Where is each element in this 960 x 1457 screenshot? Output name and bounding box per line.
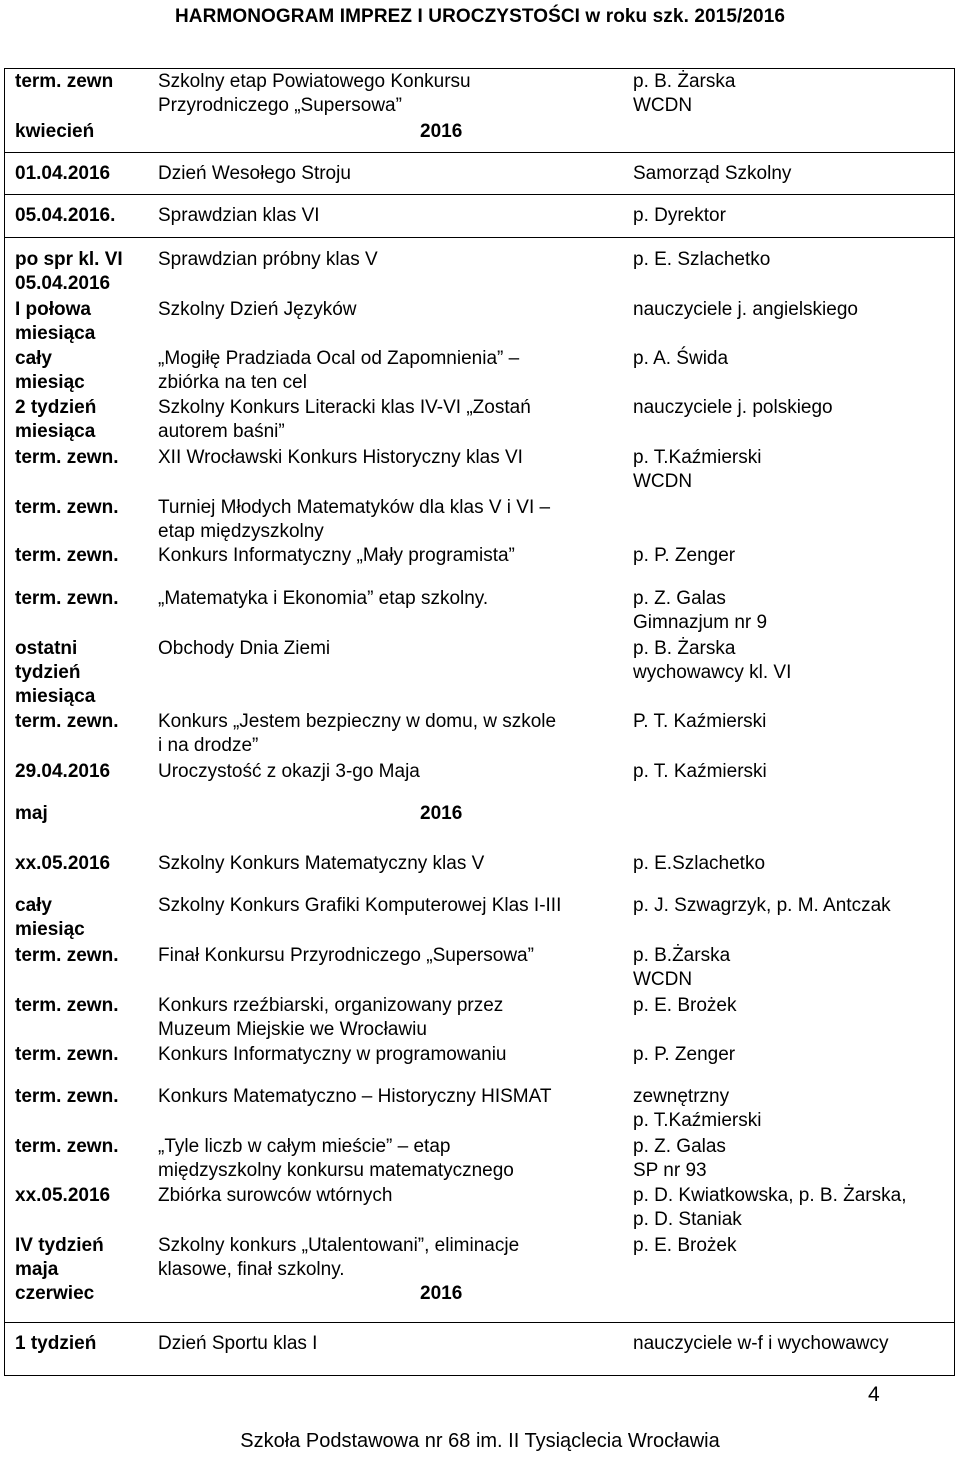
date-cell [15, 162, 110, 186]
date-line: term. zewn. [15, 945, 119, 966]
date-cell [15, 248, 123, 296]
date-line: 2 tydzień [15, 397, 97, 418]
event-line: Konkurs Informatyczny w programowaniu [158, 1044, 507, 1065]
date-line: term. zewn. [15, 1086, 119, 1107]
responsible-line: p. B. Żarska [633, 638, 736, 659]
date-line: 29.04.2016 [15, 761, 111, 782]
date-cell [15, 396, 96, 444]
responsible-line: WCDN [633, 95, 693, 116]
event-cell [158, 710, 556, 758]
date-line: I połowa [15, 299, 91, 320]
responsible-cell [633, 1184, 906, 1232]
date-line: term. zewn. [15, 588, 119, 609]
date-line: 1 tydzień [15, 1333, 97, 1354]
event-line: etap międzyszkolny [158, 521, 324, 542]
event-line: Konkurs rzeźbiarski, organizowany przez [158, 995, 504, 1016]
event-line: i na drodze” [158, 735, 259, 756]
event-line: „Tyle liczb w całym mieście” – etap [158, 1136, 451, 1157]
event-line: Sprawdzian próbny klas V [158, 249, 378, 270]
responsible-cell [633, 852, 765, 876]
date-line: term. zewn. [15, 447, 119, 468]
responsible-line: nauczyciele j. polskiego [633, 397, 833, 418]
event-cell [158, 446, 523, 470]
responsible-cell [633, 204, 726, 228]
responsible-line: p. E.Szlachetko [633, 853, 766, 874]
responsible-line: p. Z. Galas [633, 1136, 726, 1157]
date-line: IV tydzień [15, 1235, 104, 1256]
date-cell [15, 1184, 110, 1208]
date-line: miesiąc [15, 919, 85, 940]
responsible-cell [633, 70, 735, 118]
date-cell [15, 587, 118, 611]
responsible-line: p. Dyrektor [633, 205, 726, 226]
responsible-line: p. Z. Galas [633, 588, 726, 609]
event-cell [158, 248, 378, 272]
responsible-cell [633, 1234, 737, 1258]
responsible-line: P. T. Kaźmierski [633, 711, 767, 732]
event-cell [158, 1234, 519, 1282]
responsible-cell [633, 587, 767, 635]
event-line: XII Wrocławski Konkurs Historyczny klas VI [158, 447, 523, 468]
date-line: miesiąca [15, 686, 96, 707]
responsible-cell [633, 1085, 761, 1133]
table-rule [5, 237, 955, 238]
responsible-line: Gimnazjum nr 9 [633, 612, 768, 633]
event-line: Dzień Wesołego Stroju [158, 163, 351, 184]
responsible-line: p. E. Brożek [633, 995, 737, 1016]
event-line: międzyszkolny konkursu matematycznego [158, 1160, 514, 1181]
event-cell [158, 162, 351, 186]
date-line: term. zewn. [15, 1136, 119, 1157]
date-line: ostatni [15, 638, 78, 659]
event-line: Szkolny Konkurs Matematyczny klas V [158, 853, 485, 874]
responsible-cell [633, 637, 791, 685]
event-line: Finał Konkursu Przyrodniczego „Supersowa” [158, 945, 534, 966]
responsible-cell [633, 1332, 889, 1356]
responsible-line: p. T. Kaźmierski [633, 761, 767, 782]
date-cell [15, 852, 110, 876]
date-cell [15, 1043, 118, 1067]
date-cell [15, 446, 118, 470]
date-line: term. zewn. [15, 1044, 119, 1065]
date-line: 01.04.2016 [15, 163, 111, 184]
date-cell [15, 944, 118, 968]
event-cell [158, 347, 519, 395]
event-cell [158, 760, 420, 784]
date-line: xx.05.2016 [15, 853, 111, 874]
event-line: Zbiórka surowców wtórnych [158, 1185, 393, 1206]
responsible-line: WCDN [633, 471, 693, 492]
event-line: Szkolny konkurs „Utalentowani”, eliminacje [158, 1235, 520, 1256]
date-line: term. zewn. [15, 497, 119, 518]
event-cell [158, 298, 357, 322]
event-line: Szkolny Konkurs Grafiki Komputerowej Klas I-III [158, 895, 562, 916]
event-line: Szkolny Dzień Języków [158, 299, 357, 320]
event-line: Szkolny etap Powiatowego Konkursu [158, 71, 471, 92]
event-cell [158, 1135, 514, 1183]
event-cell [158, 852, 484, 876]
event-cell [158, 70, 471, 118]
responsible-line: wychowawcy kl. VI [633, 662, 792, 683]
date-line: cały [15, 348, 52, 369]
event-line: „Matematyka i Ekonomia” etap szkolny. [158, 588, 489, 609]
date-line: po spr kl. VI [15, 249, 123, 270]
month-year: 2016 [420, 803, 463, 824]
event-line: Dzień Sportu klas I [158, 1333, 318, 1354]
responsible-line: Samorząd Szkolny [633, 163, 792, 184]
responsible-cell [633, 994, 737, 1018]
date-cell [15, 710, 118, 734]
event-cell [158, 994, 503, 1042]
responsible-line: p. E. Szlachetko [633, 249, 771, 270]
date-line: cały [15, 895, 52, 916]
event-line: autorem baśni” [158, 421, 285, 442]
date-cell [15, 544, 118, 568]
responsible-cell [633, 347, 728, 371]
date-cell [15, 204, 115, 228]
event-line: Przyrodniczego „Supersowa” [158, 95, 402, 116]
date-line: term. zewn. [15, 545, 119, 566]
date-line: term. zewn. [15, 711, 119, 732]
responsible-line: nauczyciele w-f i wychowawcy [633, 1333, 889, 1354]
responsible-line: p. D. Kwiatkowska, p. B. Żarska, [633, 1185, 907, 1206]
event-cell [158, 587, 488, 611]
responsible-line: p. P. Zenger [633, 1044, 736, 1065]
responsible-line: p. T.Kaźmierski [633, 447, 762, 468]
date-line: miesiąca [15, 323, 96, 344]
responsible-cell [633, 710, 766, 734]
date-line: 05.04.2016. [15, 205, 116, 226]
date-cell [15, 760, 110, 784]
month-label: kwiecień [15, 121, 95, 142]
date-cell [15, 637, 95, 709]
event-line: Muzeum Miejskie we Wrocławiu [158, 1019, 427, 1040]
date-cell [15, 994, 118, 1018]
date-line: maja [15, 1259, 59, 1280]
date-cell [15, 894, 85, 942]
date-line: xx.05.2016 [15, 1185, 111, 1206]
event-line: Turniej Młodych Matematyków dla klas V i VI – [158, 497, 551, 518]
event-line: klasowe, finał szkolny. [158, 1259, 345, 1280]
page-number: 4 [868, 1383, 880, 1406]
month-year: 2016 [420, 1283, 463, 1304]
month-year: 2016 [420, 121, 463, 142]
responsible-cell [633, 1043, 735, 1067]
responsible-cell [633, 1135, 726, 1183]
date-cell [15, 347, 85, 395]
responsible-line: p. E. Brożek [633, 1235, 737, 1256]
responsible-cell [633, 248, 770, 272]
event-line: Konkurs Informatyczny „Mały programista” [158, 545, 515, 566]
month-label: czerwiec [15, 1283, 95, 1304]
date-line: term. zewn [15, 71, 114, 92]
responsible-line: zewnętrzny [633, 1086, 730, 1107]
responsible-cell [633, 162, 791, 186]
table-rule [5, 152, 955, 153]
date-cell [15, 1085, 118, 1109]
responsible-cell [633, 396, 833, 420]
event-line: Sprawdzian klas VI [158, 205, 320, 226]
responsible-cell [633, 944, 730, 992]
responsible-cell [633, 544, 735, 568]
date-line: tydzień [15, 662, 81, 683]
document-header: HARMONOGRAM IMPREZ I UROCZYSTOŚCI w roku szk. 2015/2016 [174, 6, 786, 27]
event-line: Konkurs Matematyczno – Historyczny HISMAT [158, 1086, 552, 1107]
event-line: zbiórka na ten cel [158, 372, 307, 393]
responsible-cell [633, 760, 767, 784]
event-cell [158, 204, 320, 228]
date-cell [15, 298, 95, 346]
date-line: 05.04.2016 [15, 273, 111, 294]
date-cell [15, 70, 113, 94]
event-cell [158, 1043, 506, 1067]
month-label: maj [15, 803, 48, 824]
event-cell [158, 1332, 317, 1356]
school-footer: Szkoła Podstawowa nr 68 im. II Tysiąclecia Wrocławia [240, 1430, 720, 1452]
event-line: Obchody Dnia Ziemi [158, 638, 331, 659]
date-line: miesiąc [15, 372, 85, 393]
event-cell [158, 396, 531, 444]
date-line: term. zewn. [15, 995, 119, 1016]
event-cell [158, 944, 534, 968]
date-cell [15, 1332, 96, 1356]
date-cell [15, 1135, 118, 1159]
responsible-cell [633, 446, 761, 494]
event-line: Konkurs „Jestem bezpieczny w domu, w szkole [158, 711, 557, 732]
table-rule [5, 1322, 955, 1323]
date-cell [15, 1234, 104, 1282]
event-line: Szkolny Konkurs Literacki klas IV-VI „Zostań [158, 397, 531, 418]
event-cell [158, 637, 330, 661]
date-line: miesiąca [15, 421, 96, 442]
responsible-line: p. B. Żarska [633, 71, 736, 92]
responsible-line: SP nr 93 [633, 1160, 707, 1181]
responsible-line: p. T.Kaźmierski [633, 1110, 762, 1131]
event-line: Uroczystość z okazji 3-go Maja [158, 761, 420, 782]
responsible-line: p. J. Szwagrzyk, p. M. Antczak [633, 895, 891, 916]
responsible-line: nauczyciele j. angielskiego [633, 299, 858, 320]
responsible-line: p. D. Staniak [633, 1209, 742, 1230]
event-cell [158, 894, 561, 918]
responsible-cell [633, 894, 891, 918]
date-cell [15, 496, 118, 520]
responsible-line: p. P. Zenger [633, 545, 736, 566]
event-cell [158, 1085, 551, 1109]
responsible-line: p. A. Świda [633, 348, 729, 369]
event-cell [158, 1184, 392, 1208]
responsible-cell [633, 298, 858, 322]
responsible-line: p. B.Żarska [633, 945, 731, 966]
event-cell [158, 496, 550, 544]
event-cell [158, 544, 515, 568]
table-rule [5, 194, 955, 195]
responsible-line: WCDN [633, 969, 693, 990]
event-line: „Mogiłę Pradziada Ocal od Zapomnienia” – [158, 348, 520, 369]
